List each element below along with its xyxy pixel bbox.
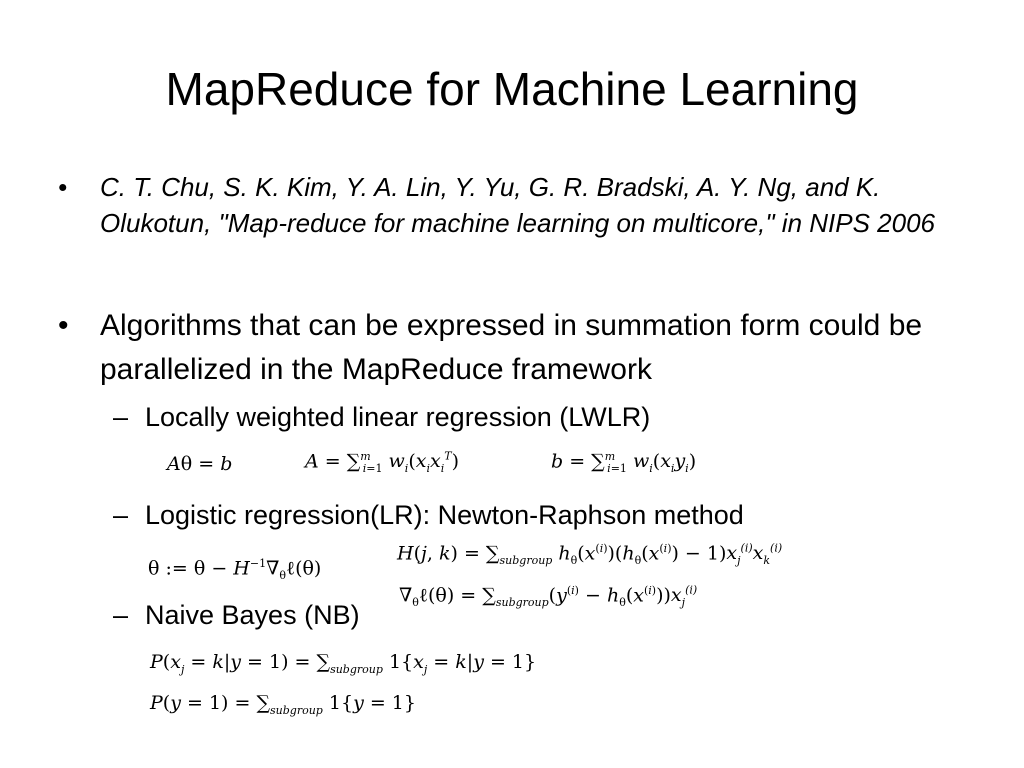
equation-lwlr-b: b = ∑$^m_{i=1}$ $w_i(x_iy_i)$ <box>551 450 697 476</box>
sub-bullet-lwlr: – Locally weighted linear regression (LWLR) <box>145 400 650 435</box>
bullet-citation: • C. T. Chu, S. K. Kim, Y. A. Lin, Y. Yu, G. R. Bradski, A. Y. Ng, and K. Olukotun, "Map-reduce for machine learning on multicore," in NIPS 2006 <box>100 170 980 242</box>
equation-lwlr-a: A = ∑$^m_{i=1}$ $w_i(x_ix_i^T)$ <box>305 450 460 476</box>
equation-nb-prior: $P(y = 1) = \sum_{subgroup}$ 1{y = 1} <box>150 692 416 717</box>
equation-lwlr-a-theta: Aθ = b <box>167 453 233 475</box>
sub-bullet-naive-bayes: – Naive Bayes (NB) <box>145 598 360 633</box>
sub-bullet-logistic-regression: – Logistic regression(LR): Newton-Raphson method <box>145 498 744 533</box>
equation-newton-update: θ := $\theta - H^{-1}\nabla_\theta\ell(\theta)$ <box>148 557 322 583</box>
equation-gradient: $\nabla_\theta\ell(\theta) = \sum_{subgroup}(y^{(i)} - h_\theta(x^{(i)}))x_j^{(i)}$ <box>399 584 698 610</box>
equation-nb-conditional: $P(x_j = k|y = 1) = \sum_{subgroup}$ $1\{x_j = k|y = 1\}$ <box>150 651 537 676</box>
bullet-summation-form: • Algorithms that can be expressed in summation form could be parallelized in the MapReduce framework <box>100 304 980 391</box>
slide-title: MapReduce for Machine Learning <box>165 63 859 115</box>
equation-hessian: H(j, $k) = \sum_{subgroup}$ $h_\theta(x^{(i)})(h_\theta(x^{(i)}) - 1)x_j^{(i)}x_k^{(i)}$ <box>397 542 783 568</box>
